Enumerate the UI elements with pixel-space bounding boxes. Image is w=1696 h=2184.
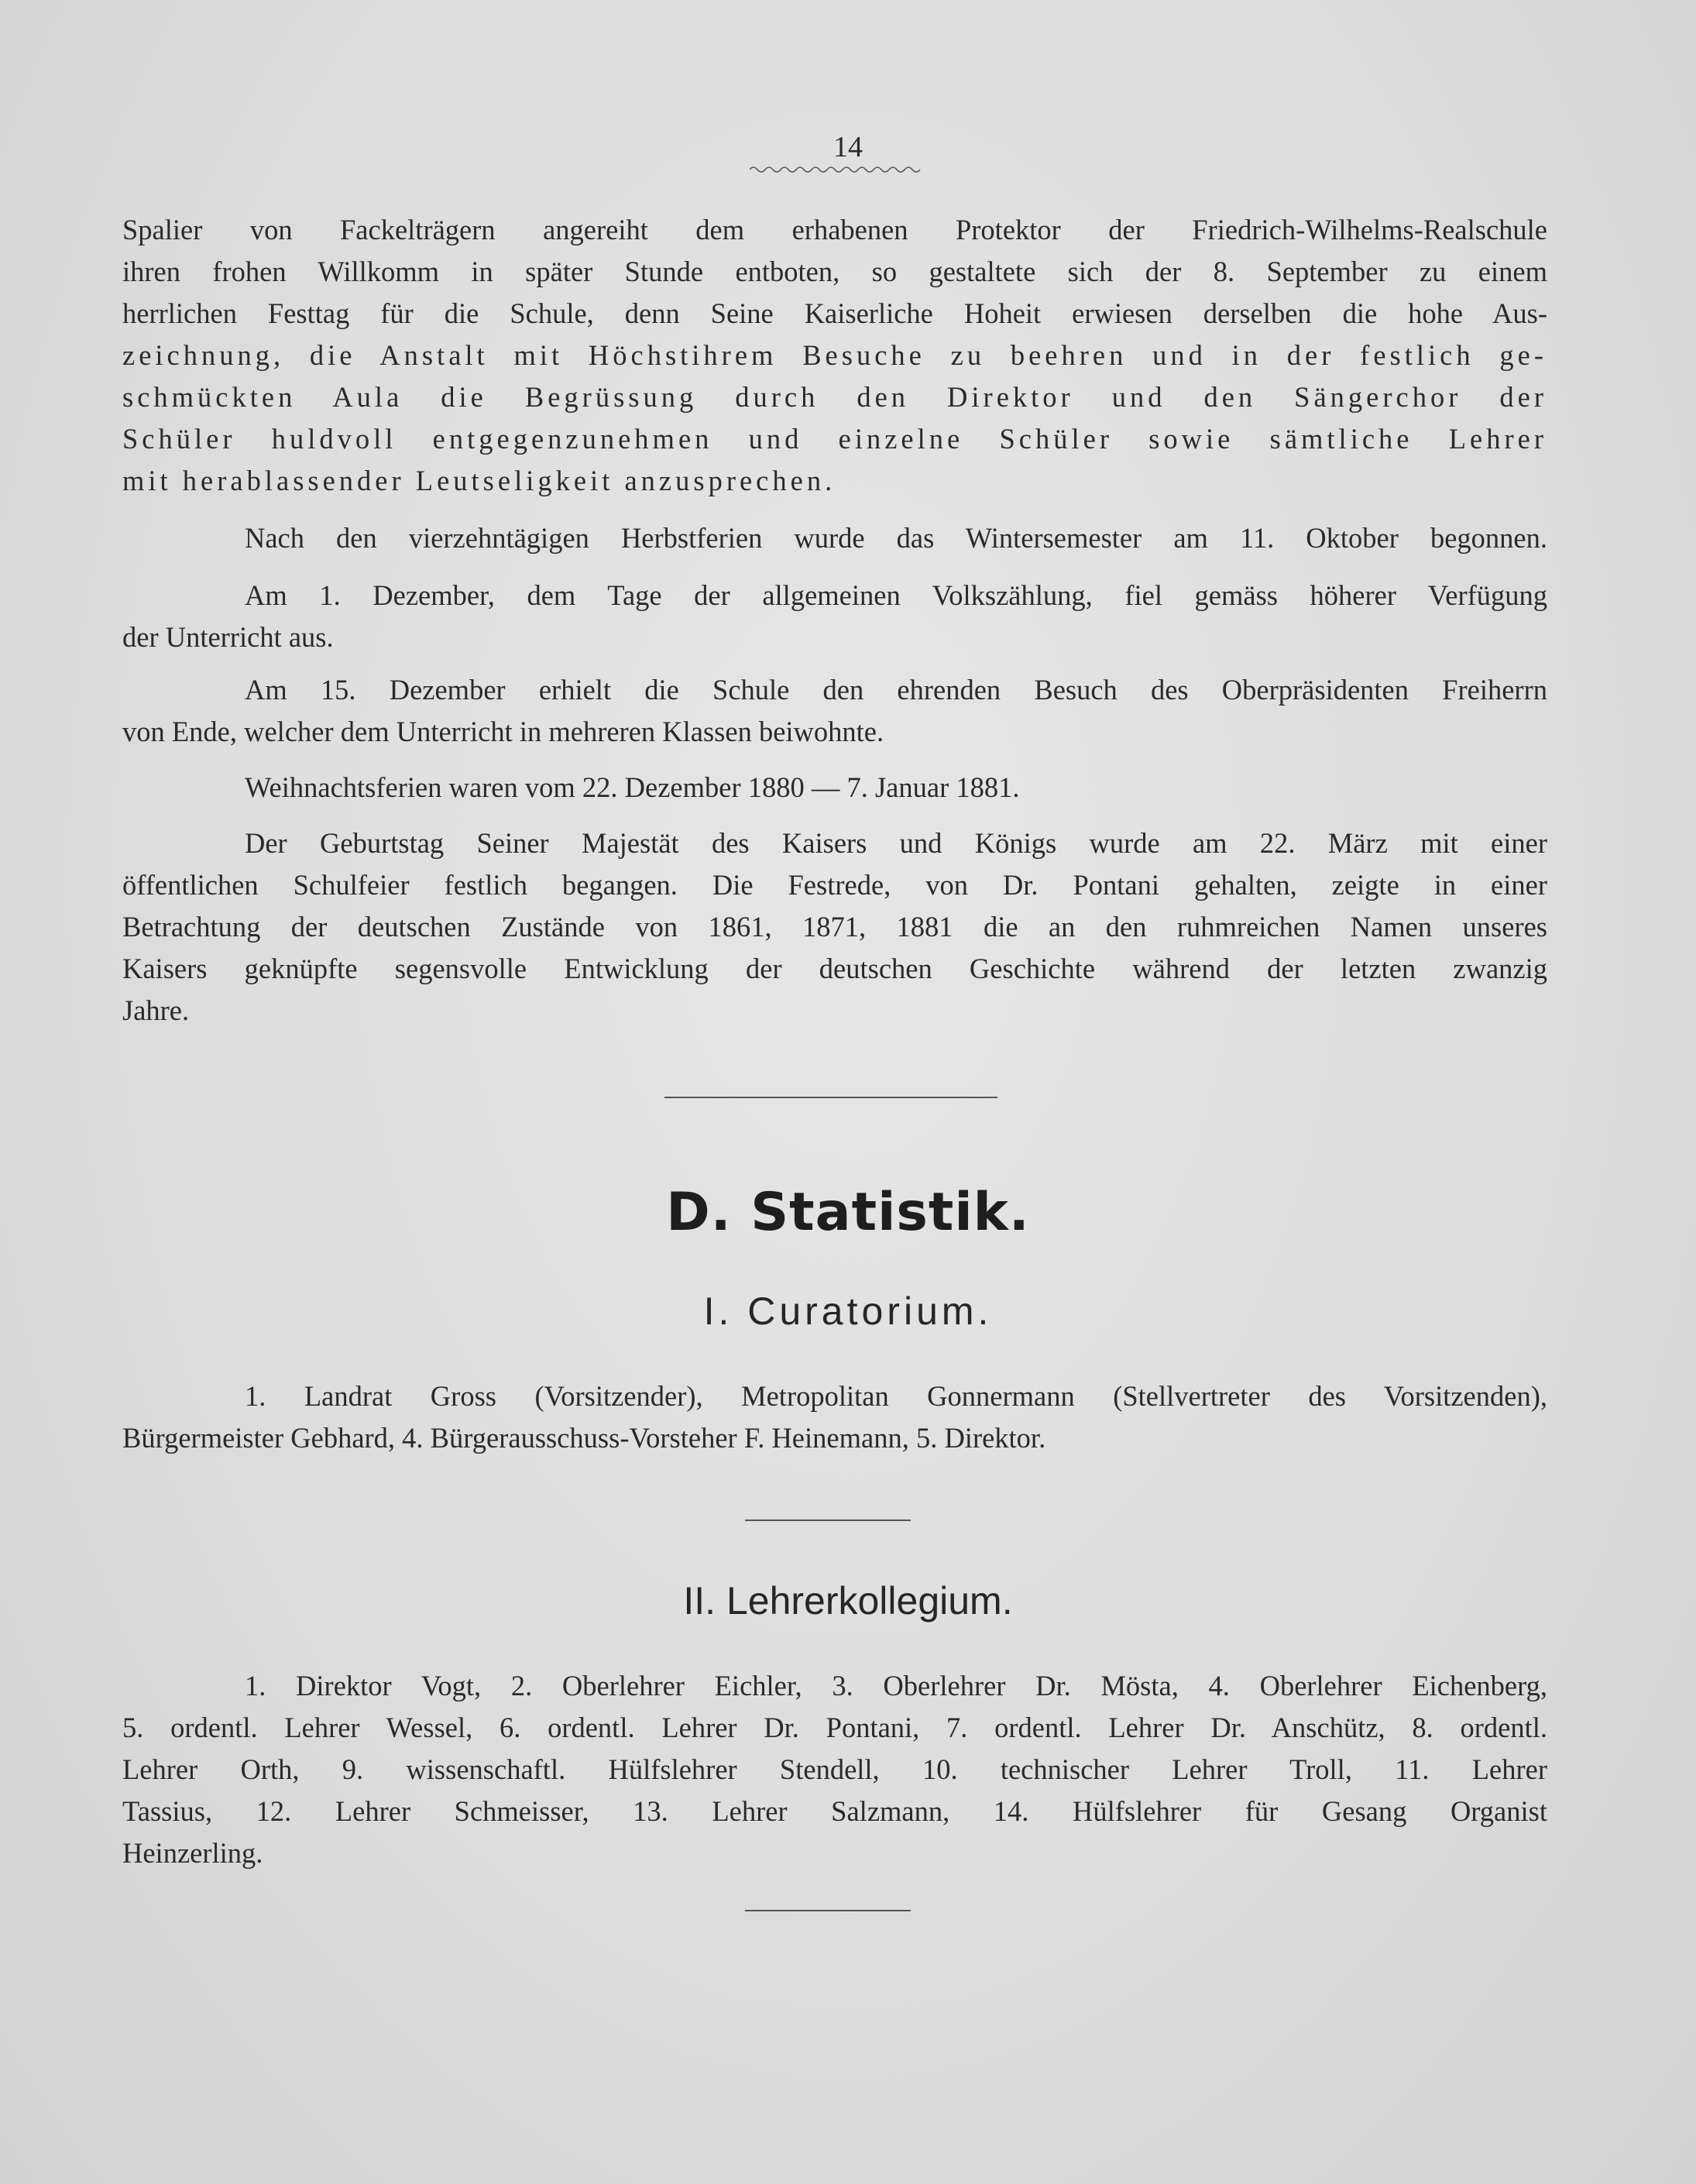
text-line: der Unterricht aus. <box>122 621 334 653</box>
divider-rule <box>745 1520 911 1521</box>
lehrerkollegium-heading: II. Lehrerkollegium. <box>683 1579 1013 1623</box>
paragraph-geburtstag <box>122 822 1547 1032</box>
page-number: 14 <box>833 131 863 163</box>
lehrerkollegium-list <box>122 1665 1547 1874</box>
text-line: Schüler huldvoll entgegenzunehmen und einzelne Schüler sowie sämtliche Lehrer <box>122 423 1547 455</box>
text-line: Heinzerling. <box>122 1837 263 1869</box>
text-line: Lehrer Orth, 9. wissenschaftl. Hülfslehrer Stendell, 10. technischer Lehrer Troll, 11. Lehrer <box>122 1753 1547 1785</box>
text-line: Am 1. Dezember, dem Tage der allgemeinen Volkszählung, fiel gemäss höherer Verfügung <box>245 579 1547 611</box>
text-line: von Ende, welcher dem Unterricht in mehreren Klassen beiwohnte. <box>122 716 884 747</box>
paragraph-visit-festival <box>122 209 1547 502</box>
text-line: öffentlichen Schulfeier festlich begangen. Die Festrede, von Dr. Pontani gehalten, zeigte in einer <box>122 869 1547 901</box>
text-line: mit herablassender Leutseligkeit anzusprechen. <box>122 465 836 496</box>
paragraph-weihnachtsferien <box>122 767 1547 809</box>
ornamental-wavy-rule <box>750 164 925 175</box>
curatorium-heading: I. Curatorium. <box>703 1289 993 1333</box>
text-line: Weihnachtsferien waren vom 22. Dezember 1880 — 7. Januar 1881. <box>245 771 1020 803</box>
text-line: Jahre. <box>122 994 190 1026</box>
curatorium-list <box>122 1375 1547 1459</box>
section-title: D. Statistik. <box>666 1182 1030 1243</box>
text-line: herrlichen Festtag für die Schule, denn Seine Kaiserliche Hoheit erwiesen derselben die hohe Aus- <box>122 297 1547 329</box>
paragraph-wintersemester <box>122 517 1547 559</box>
text-line: Am 15. Dezember erhielt die Schule den ehrenden Besuch des Oberpräsidenten Freiherrn <box>245 674 1547 706</box>
text-line: Betrachtung der deutschen Zustände von 1861, 1871, 1881 die an den ruhmreichen Namen unseres <box>122 911 1547 943</box>
text-line: 1. Direktor Vogt, 2. Oberlehrer Eichler, 3. Oberlehrer Dr. Mösta, 4. Oberlehrer Eichenberg, <box>245 1670 1547 1702</box>
divider-rule <box>664 1097 997 1098</box>
text-line: Spalier von Fackelträgern angereiht dem erhabenen Protektor der Friedrich-Wilhelms-Realschule <box>122 214 1547 246</box>
text-line: zeichnung, die Anstalt mit Höchstihrem Besuche zu beehren und in der festlich ge- <box>122 339 1547 371</box>
divider-rule <box>745 1910 911 1911</box>
paragraph-oberpraesident <box>122 669 1547 753</box>
text-line: schmückten Aula die Begrüssung durch den Direktor und den Sängerchor der <box>122 381 1547 413</box>
text-line: 1. Landrat Gross (Vorsitzender), Metropolitan Gonnermann (Stellvertreter des Vorsitzenden), <box>245 1380 1547 1412</box>
text-line: Der Geburtstag Seiner Majestät des Kaisers und Königs wurde am 22. März mit einer <box>245 827 1547 859</box>
text-line: Nach den vierzehntägigen Herbstferien wurde das Wintersemester am 11. Oktober begonnen. <box>245 522 1547 554</box>
text-line: ihren frohen Willkomm in später Stunde entboten, so gestaltete sich der 8. September zu einem <box>122 256 1547 287</box>
paragraph-volkszaehlung <box>122 575 1547 658</box>
text-line: Kaisers geknüpfte segensvolle Entwicklung der deutschen Geschichte während der letzten zwanzig <box>122 953 1547 984</box>
text-line: 5. ordentl. Lehrer Wessel, 6. ordentl. Lehrer Dr. Pontani, 7. ordentl. Lehrer Dr. Anschütz, 8. ordentl. <box>122 1712 1547 1743</box>
text-line: Tassius, 12. Lehrer Schmeisser, 13. Lehrer Salzmann, 14. Hülfslehrer für Gesang Organist <box>122 1795 1547 1827</box>
text-line: Bürgermeister Gebhard, 4. Bürgerausschuss-Vorsteher F. Heinemann, 5. Direktor. <box>122 1422 1046 1454</box>
